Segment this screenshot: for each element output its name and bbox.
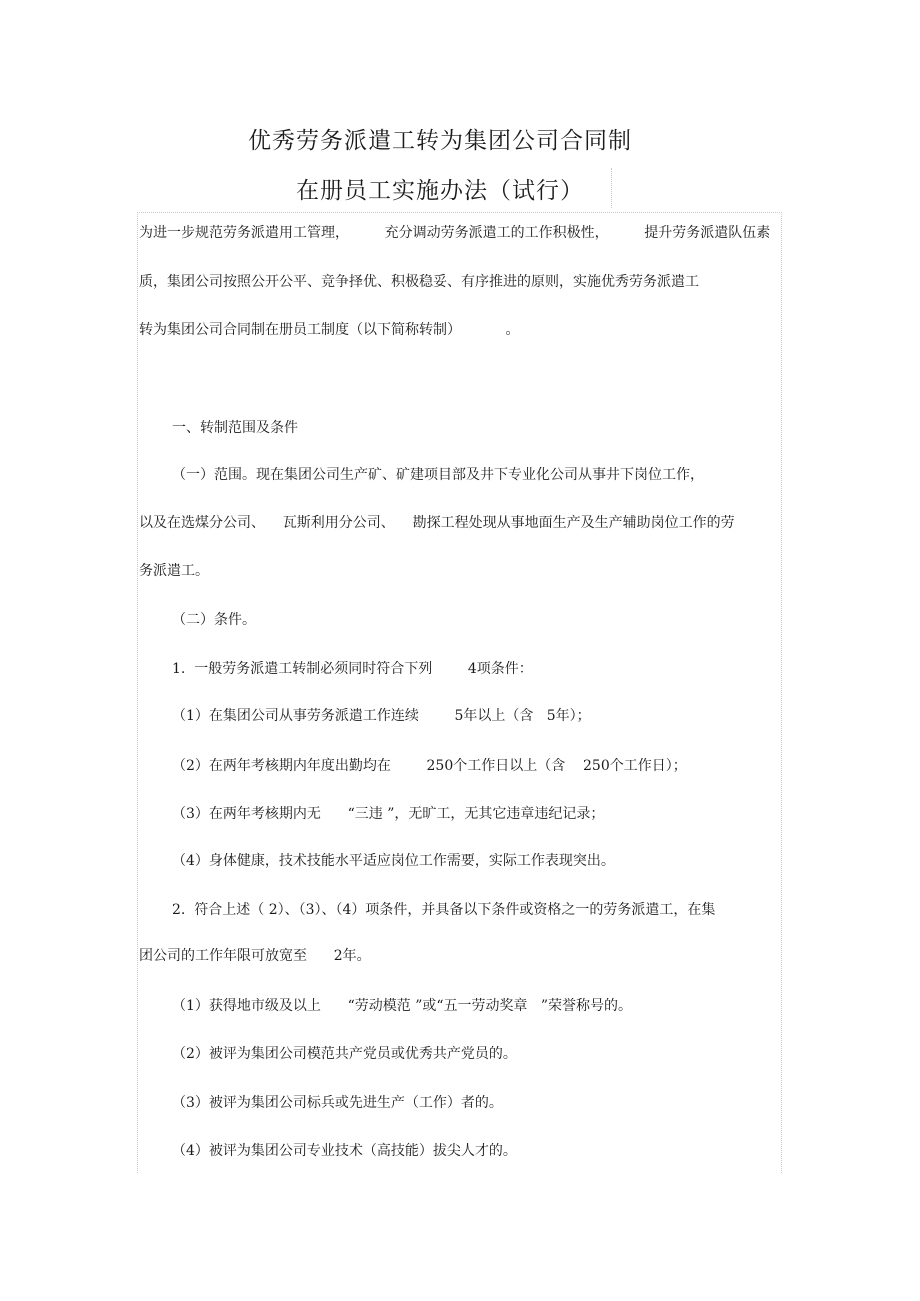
cond1-item: （3）在两年考核期内无 “三违 ”，无旷工，无其它违章违纪记录；: [172, 806, 605, 822]
cond2-item: （1）获得地市级及以上 “劳动模范 ”或“五一劳动奖章 ”荣誉称号的。: [172, 998, 633, 1014]
scope-line: 务派遣工。: [139, 563, 209, 579]
cond2-heading: 团公司的工作年限可放宽至 2年。: [139, 948, 371, 964]
cond1-item: （4）身体健康，技术技能水平适应岗位工作需要，实际工作表现突出。: [172, 853, 615, 869]
intro-line: 为进一步规范劳务派遣用工管理， 充分调动劳务派遣工的工作积极性， 提升劳务派遣队伍素: [139, 225, 771, 241]
content-frame: [137, 212, 782, 1173]
cond2-item: （3）被评为集团公司标兵或先进生产（工作）者的。: [172, 1095, 503, 1111]
doc-title-line2: 在册员工实施办法（试行）: [296, 178, 584, 204]
conditions-heading: （二）条件。: [172, 612, 256, 628]
cond2-heading: 2. 符合上述（ 2）、（3）、（4）项条件，并具备以下条件或资格之一的劳务派遣工，在集: [172, 902, 716, 918]
intro-line: 转为集团公司合同制在册员工制度（以下简称转制） 。: [139, 322, 520, 338]
doc-title-line1: 优秀劳务派遣工转为集团公司合同制: [248, 128, 632, 154]
cond1-heading: 1. 一般劳务派遣工转制必须同时符合下列 4项条件：: [172, 661, 533, 677]
cond1-item: （2）在两年考核期内年度出勤均在 250个工作日以上（含 250个工作日）；: [172, 758, 687, 774]
intro-line: 质，集团公司按照公开公平、竞争择优、积极稳妥、有序推进的原则，实施优秀劳务派遣工: [139, 274, 699, 290]
scope-line: 以及在选煤分公司、 瓦斯利用分公司、 勘探工程处现从事地面生产及生产辅助岗位工作的劳: [139, 515, 735, 531]
cond1-item: （1）在集团公司从事劳务派遣工作连续 5年以上（含 5年）；: [172, 708, 591, 724]
cond2-item: （2）被评为集团公司模范共产党员或优秀共产党员的。: [172, 1046, 517, 1062]
scope-line: （一）范围。现在集团公司生产矿、矿建项目部及井下专业化公司从事井下岗位工作，: [172, 467, 704, 483]
section1-heading: 一、转制范围及条件: [172, 420, 298, 436]
cond2-item: （4）被评为集团公司专业技术（高技能）拔尖人才的。: [172, 1143, 517, 1159]
